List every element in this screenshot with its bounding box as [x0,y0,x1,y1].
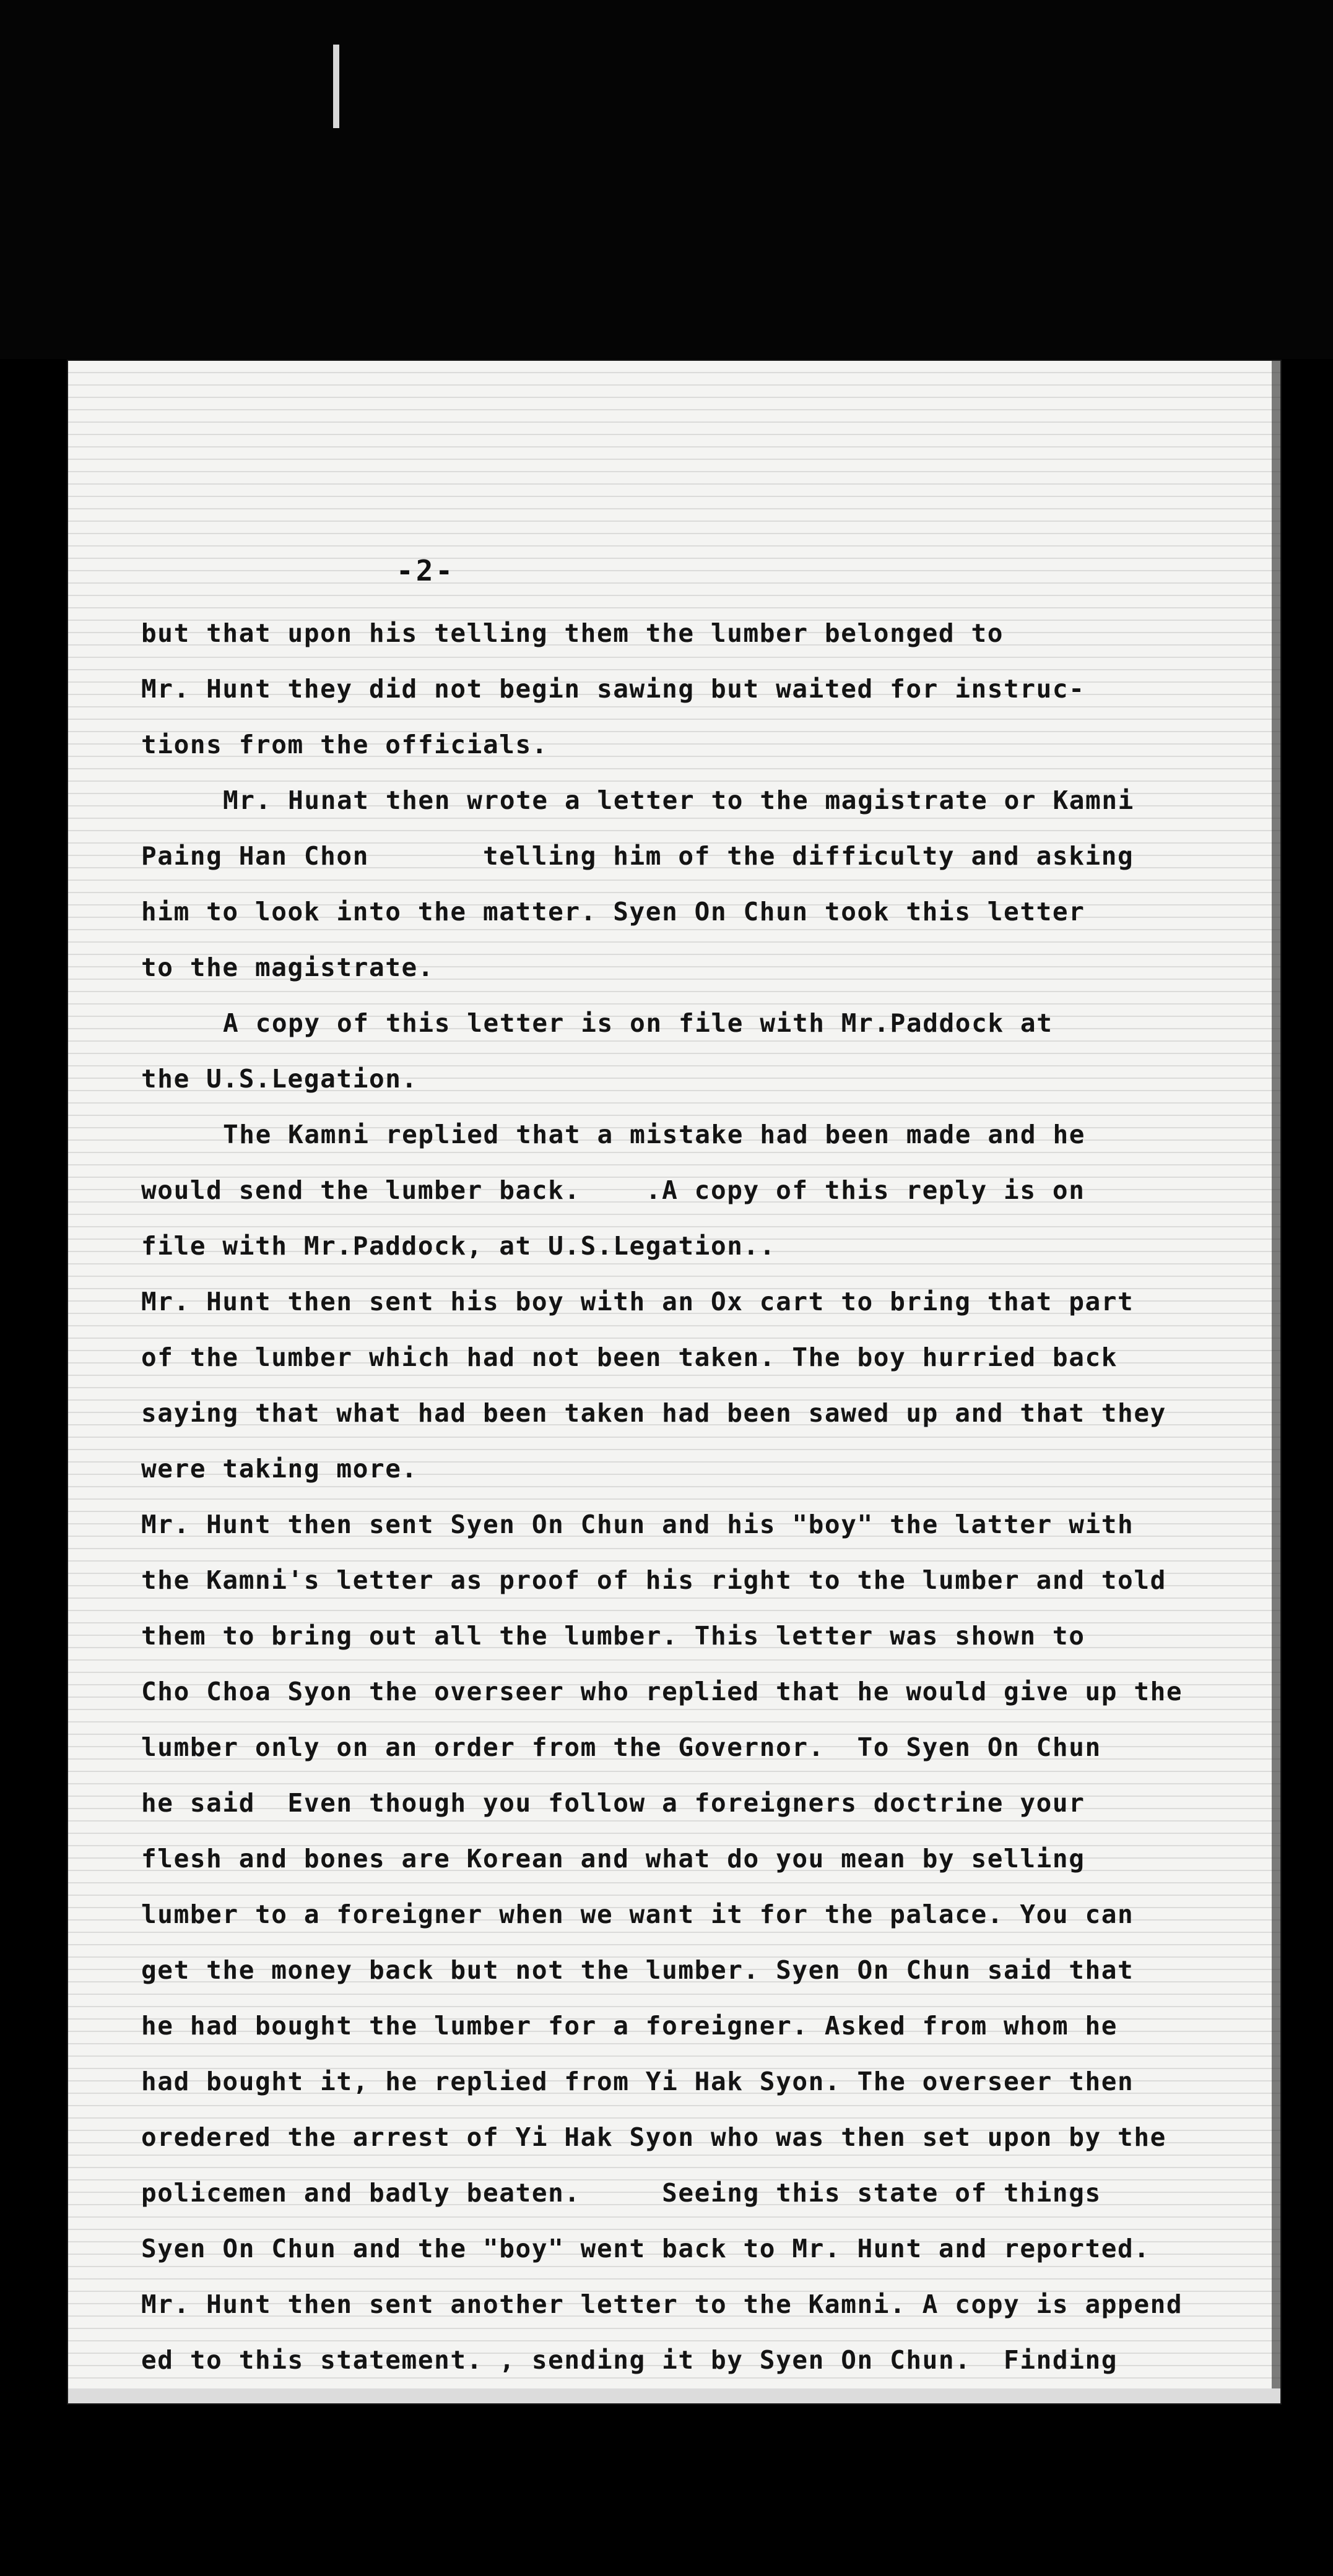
text-line: but that upon his telling them the lumber belonged to [141,618,1004,648]
text-line: tions from the officials. [141,730,549,759]
text-line: flesh and bones are Korean and what do you mean by selling [141,1844,1085,1874]
text-line: The Kamni replied that a mistake had been made and he [223,1120,1086,1149]
film-margin-top [0,0,1333,359]
text-line: he had bought the lumber for a foreigner. Asked from whom he [141,2011,1118,2041]
text-line: Mr. Hunt they did not begin sawing but waited for instruc- [141,674,1085,704]
film-mark [333,45,339,128]
page-bottom-margin [68,2388,1280,2403]
text-line: him to look into the matter. Syen On Chun took this letter [141,897,1085,927]
text-line: file with Mr.Paddock, at U.S.Legation.. [141,1231,776,1261]
text-line: policemen and badly beaten. Seeing this state of things [141,2178,1101,2208]
text-line: had bought it, he replied from Yi Hak Syon. The overseer then [141,2067,1134,2096]
text-line: of the lumber which had not been taken. The boy hurried back [141,1342,1118,1372]
text-line: saying that what had been taken had been sawed up and that they [141,1398,1166,1428]
document-body [141,605,1256,2388]
text-line: would send the lumber back. .A copy of this reply is on [141,1175,1085,1205]
text-line: them to bring out all the lumber. This letter was shown to [141,1621,1085,1651]
text-line: Mr. Hunt then sent his boy with an Ox cart to bring that part [141,1287,1134,1316]
text-line: lumber to a foreigner when we want it for the palace. You can [141,1900,1134,1929]
text-line: get the money back but not the lumber. Syen On Chun said that [141,1955,1134,1985]
text-line: he said Even though you follow a foreigners doctrine your [141,1788,1085,1818]
text-line: A copy of this letter is on file with Mr.Paddock at [223,1008,1053,1038]
text-line: Mr. Hunt then sent Syen On Chun and his "boy" the latter with [141,1510,1134,1539]
text-line: Syen On Chun and the "boy" went back to Mr. Hunt and reported. [141,2234,1150,2263]
text-line: the U.S.Legation. [141,1064,418,1094]
text-line: Mr. Hunat then wrote a letter to the magistrate or Kamni [223,785,1134,815]
text-line: Paing Han Chon telling him of the difficulty and asking [141,841,1134,871]
text-line: ed to this statement. , sending it by Syen On Chun. Finding [141,2345,1118,2375]
text-line: were taking more. [141,1454,418,1484]
text-line: Cho Choa Syon the overseer who replied that he would give up the [141,1677,1183,1706]
typed-document-page [68,361,1280,2403]
page-number: -2- [396,554,456,587]
text-line: Mr. Hunt then sent another letter to the Kamni. A copy is append [141,2289,1183,2319]
text-line: to the magistrate. [141,953,435,982]
text-line: lumber only on an order from the Governor. To Syen On Chun [141,1732,1101,1762]
text-line: oredered the arrest of Yi Hak Syon who was then set upon by the [141,2122,1166,2152]
text-line: the Kamni's letter as proof of his right to the lumber and told [141,1565,1166,1595]
page-edge-shadow [1272,361,1280,2403]
